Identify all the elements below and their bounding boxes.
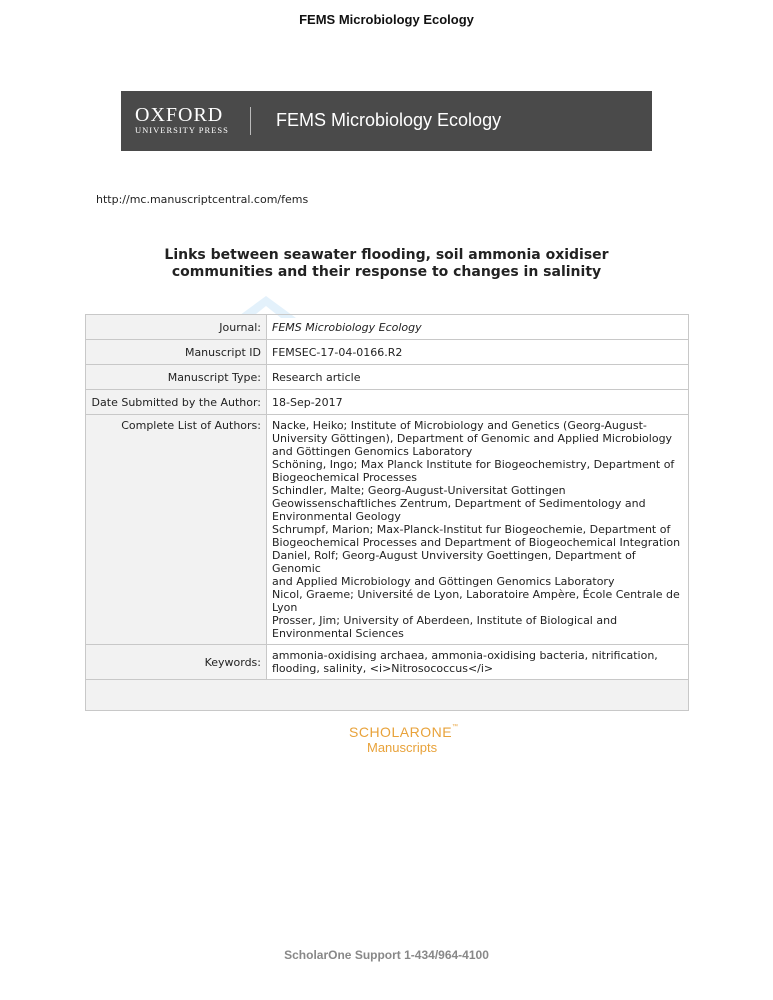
running-header-journal-title: FEMS Microbiology Ecology <box>299 12 474 27</box>
scholarone-scholar-text: SCHOLAR <box>349 724 421 740</box>
scholarone-wordmark <box>349 724 459 740</box>
banner-journal-name: FEMS Microbiology Ecology <box>276 110 502 130</box>
author-line: and Applied Microbiology and Göttingen Genomics Laboratory <box>272 575 615 588</box>
article-title-line-1: Links between seawater flooding, soil ammonia oxidiser <box>164 247 609 263</box>
publisher-logo-subtext: UNIVERSITY PRESS <box>135 125 229 135</box>
table-row-keywords <box>86 645 689 680</box>
authors-label: Complete List of Authors: <box>86 415 267 645</box>
keywords-value <box>267 645 689 680</box>
publisher-logo-text: OXFORD <box>135 104 224 126</box>
author-line: and Göttingen Genomics Laboratory <box>272 445 473 458</box>
author-line: Lyon <box>272 601 298 614</box>
table-row-date-submitted <box>86 390 689 415</box>
table-row-manuscript-id <box>86 340 689 365</box>
author-line: Schrumpf, Marion; Max-Planck-Institut fur Biogeochemie, Department of <box>272 523 671 536</box>
journal-value: FEMS Microbiology Ecology <box>267 315 689 340</box>
banner-divider <box>250 107 251 135</box>
keywords-line: ammonia-oxidising archaea, ammonia-oxidising bacteria, nitrification, <box>272 649 658 662</box>
author-line: Biogeochemical Processes <box>272 471 417 484</box>
date-submitted-value: 18-Sep-2017 <box>267 390 689 415</box>
manuscript-type-value: Research article <box>267 365 689 390</box>
author-line: Biogeochemical Processes and Department of Biogeochemical Integration <box>272 536 681 549</box>
keywords-line: flooding, salinity, <i>Nitrosococcus</i> <box>272 662 494 675</box>
author-line: Schöning, Ingo; Max Planck Institute for Biogeochemistry, Department of <box>272 458 675 471</box>
support-footer: ScholarOne Support 1-434/964-4100 <box>284 948 489 962</box>
table-row-empty <box>86 680 689 711</box>
author-line: Environmental Sciences <box>272 627 404 640</box>
journal-label: Journal: <box>86 315 267 340</box>
scholarone-one-text: ONE <box>420 724 453 740</box>
author-line: Environmental Geology <box>272 510 401 523</box>
date-submitted-label: Date Submitted by the Author: <box>86 390 267 415</box>
table-row-journal <box>86 315 689 340</box>
author-line: Nicol, Graeme; Université de Lyon, Laboratoire Ampère, École Centrale de <box>272 588 680 601</box>
author-line: Daniel, Rolf; Georg-August Unviversity Goettingen, Department of Genomic <box>272 549 636 575</box>
table-row-authors <box>86 415 689 645</box>
article-title <box>100 247 673 281</box>
authors-value <box>267 415 689 645</box>
manuscript-id-value: FEMSEC-17-04-0166.R2 <box>267 340 689 365</box>
article-title-line-2: communities and their response to changes in salinity <box>171 264 602 280</box>
manuscript-id-label: Manuscript ID <box>86 340 267 365</box>
author-line: Schindler, Malte; Georg-August-Universitat Gottingen <box>272 484 566 497</box>
author-line: University Göttingen), Department of Genomic and Applied Microbiology <box>272 432 673 445</box>
scholarone-logo <box>349 724 459 755</box>
journal-banner <box>121 91 652 151</box>
author-line: Geowissenschaftliches Zentrum, Department of Sedimentology and <box>272 497 646 510</box>
scholarone-trademark: ™ <box>452 724 459 730</box>
author-line: Nacke, Heiko; Institute of Microbiology and Genetics (Georg-August- <box>272 419 647 432</box>
table-row-manuscript-type <box>86 365 689 390</box>
keywords-label: Keywords: <box>86 645 267 680</box>
author-line: Prosser, Jim; University of Aberdeen, Institute of Biological and <box>272 614 618 627</box>
manuscript-type-label: Manuscript Type: <box>86 365 267 390</box>
manuscript-metadata-table <box>85 314 689 711</box>
empty-cell <box>86 680 689 711</box>
scholarone-manuscripts-text: Manuscripts <box>367 740 438 755</box>
manuscript-central-url[interactable]: http://mc.manuscriptcentral.com/fems <box>96 193 309 206</box>
